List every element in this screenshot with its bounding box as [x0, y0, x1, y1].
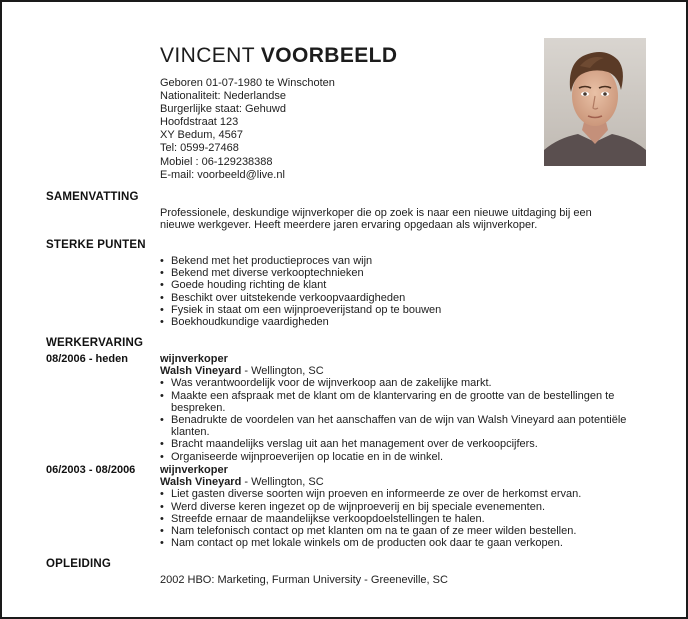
job-duty: • Werd diverse keren ingezet op de wijnproeverij en bij speciale evenementen. [160, 501, 649, 513]
last-name: VOORBEELD [260, 44, 398, 67]
job-duty: • Benadrukte de voordelen van het aanschaffen van de wijn van Walsh Vineyard aan potentiële klanten. [160, 414, 649, 438]
contact-line: Burgerlijke staat: Gehuwd [160, 103, 286, 116]
summary-text [160, 207, 592, 231]
strength-item: • Goede houding richting de klant [160, 279, 649, 291]
contact-line: Geboren 01-07-1980 te Winschoten [160, 77, 335, 89]
job-title: wijnverkoper [160, 464, 228, 476]
section-heading-experience: WERKERVARING [46, 337, 144, 349]
job-duty: • Nam telefonisch contact op met klanten om na te gaan of ze meer wilden bestellen. [160, 525, 649, 537]
company-name: Walsh Vineyard [160, 365, 242, 378]
strength-item: • Bekend met diverse verkooptechnieken [160, 267, 649, 279]
company-name: Walsh Vineyard [160, 476, 242, 489]
summary-line: nieuwe werkgever. Heeft meerdere jaren ervaring opgedaan als wijnverkoper. [160, 219, 538, 232]
job-company-line [160, 365, 649, 377]
job-date: 06/2003 - 08/2006 [46, 464, 136, 476]
portrait-image [544, 38, 646, 166]
contact-line: Nationaliteit: Nederlandse [160, 90, 286, 103]
job-duty: • Liet gasten diverse soorten wijn proeven en informeerde ze over de herkomst ervan. [160, 488, 649, 500]
section-heading-education: OPLEIDING [46, 558, 112, 570]
strength-item: • Boekhoudkundige vaardigheden [160, 316, 649, 328]
contact-details [160, 77, 335, 182]
education-line: 2002 HBO: Marketing, Furman University - Greeneville, SC [160, 574, 448, 586]
contact-line: Hoofdstraat 123 [160, 116, 239, 129]
company-location: - Wellington, SC [241, 365, 324, 378]
job-duty: • Was verantwoordelijk voor de wijnverkoop aan de zakelijke markt. [160, 377, 649, 389]
candidate-name [160, 44, 397, 68]
section-heading-strengths: STERKE PUNTEN [46, 239, 146, 251]
strength-item: • Bekend met het productieproces van wijn [160, 255, 649, 267]
profile-photo [544, 38, 646, 166]
job-company-line [160, 476, 649, 488]
strength-item: • Fysiek in staat om een wijnproeverijstand op te bouwen [160, 304, 649, 316]
contact-line: Tel: 0599-27468 [160, 142, 239, 155]
job-duty: • Organiseerde wijnproeverijen op locatie en in de winkel. [160, 451, 649, 463]
strength-item: • Beschikt over uitstekende verkoopvaardigheden [160, 292, 649, 304]
job-title: wijnverkoper [160, 353, 228, 365]
job-entry [160, 353, 649, 463]
job-date: 08/2006 - heden [46, 353, 128, 365]
summary-line: Professionele, deskundige wijnverkoper die op zoek is naar een nieuwe uitdaging bij een [160, 207, 592, 219]
job-duty: • Bracht maandelijks verslag uit aan het management over de verkoopcijfers. [160, 438, 649, 450]
job-duty: • Nam contact op met lokale winkels om de producten ook daar te gaan verkopen. [160, 537, 649, 549]
job-duty: • Streefde ernaar de maandelijkse verkoopdoelstellingen te halen. [160, 513, 649, 525]
job-entry [160, 464, 649, 549]
job-duty: • Maakte een afspraak met de klant om de klantervaring en de grootte van de bestellingen te bespreken. [160, 390, 649, 414]
section-heading-summary: SAMENVATTING [46, 191, 139, 203]
contact-line: Mobiel : 06-129238388 [160, 155, 273, 168]
company-location: - Wellington, SC [241, 476, 324, 489]
contact-line: XY Bedum, 4567 [160, 129, 243, 142]
strengths-list [160, 255, 649, 328]
first-name: VINCENT [160, 44, 255, 67]
contact-line: E-mail: voorbeeld@live.nl [160, 168, 285, 181]
